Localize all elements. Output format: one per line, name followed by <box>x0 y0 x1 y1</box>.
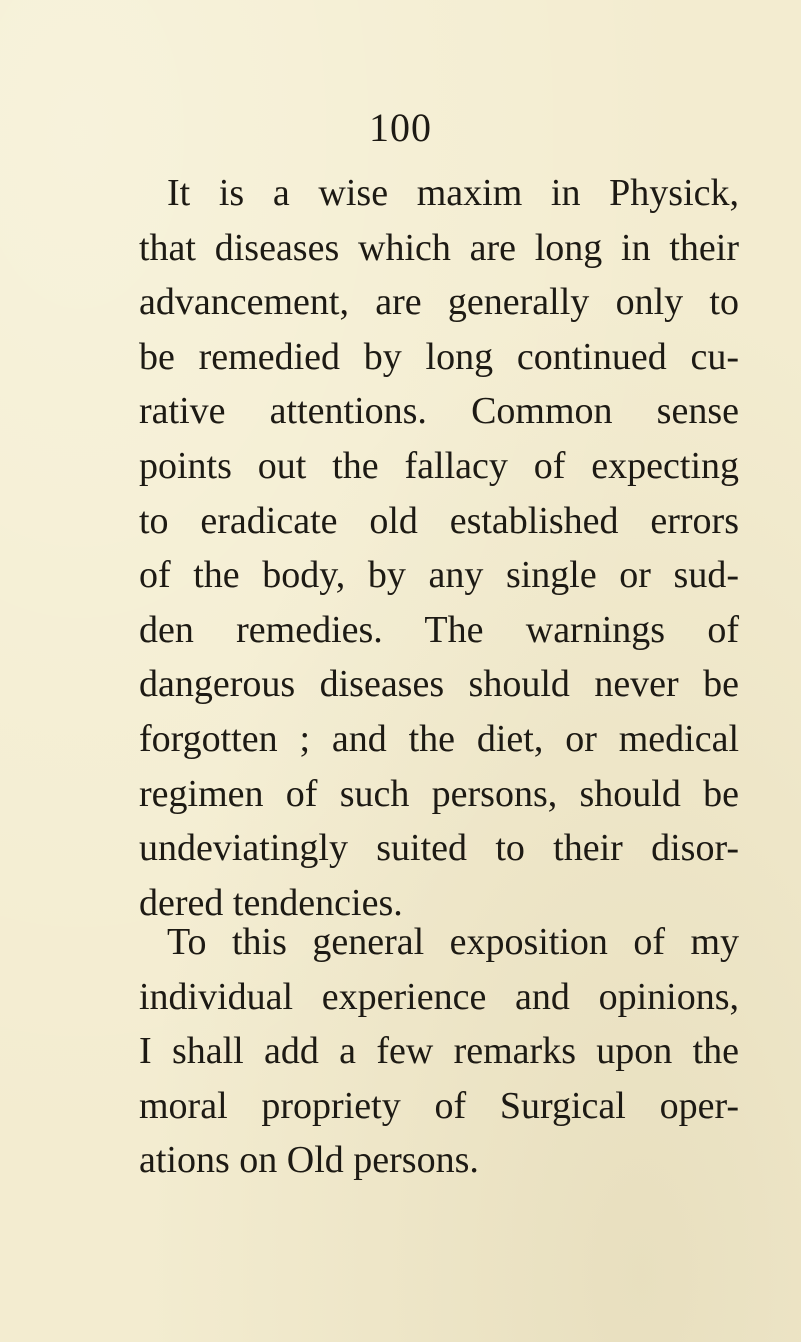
text-line: rative attentions. Common sense <box>139 390 739 433</box>
text-line: moral propriety of Surgical oper- <box>139 1084 739 1127</box>
text-line: be remedied by long continued cu- <box>139 335 739 378</box>
paragraph-2 <box>139 915 739 1188</box>
text-line: of the body, by any single or sud- <box>139 554 739 597</box>
text-line: It is a wise maxim in Physick, <box>167 172 739 214</box>
text-line: points out the fallacy of expecting <box>139 444 739 487</box>
text-line: undeviatingly suited to their disor- <box>139 827 739 870</box>
text-line: advancement, are generally only to <box>139 281 739 324</box>
text-line: ations on Old persons. <box>139 1139 479 1182</box>
text-line: I shall add a few remarks upon the <box>139 1030 739 1073</box>
text-line: den remedies. The warnings of <box>139 608 739 651</box>
text-line: forgotten ; and the diet, or medical <box>139 717 739 760</box>
page-number: 100 <box>369 105 432 150</box>
text-line: individual experience and opinions, <box>139 975 739 1018</box>
text-line: dered tendencies. <box>139 881 403 924</box>
text-line: to eradicate old established errors <box>139 499 739 542</box>
text-line: that diseases which are long in their <box>139 226 739 269</box>
text-line: dangerous diseases should never be <box>139 663 739 706</box>
text-line: regimen of such persons, should be <box>139 772 739 815</box>
paragraph-1 <box>139 166 739 930</box>
text-line: To this general exposition of my <box>167 921 739 963</box>
